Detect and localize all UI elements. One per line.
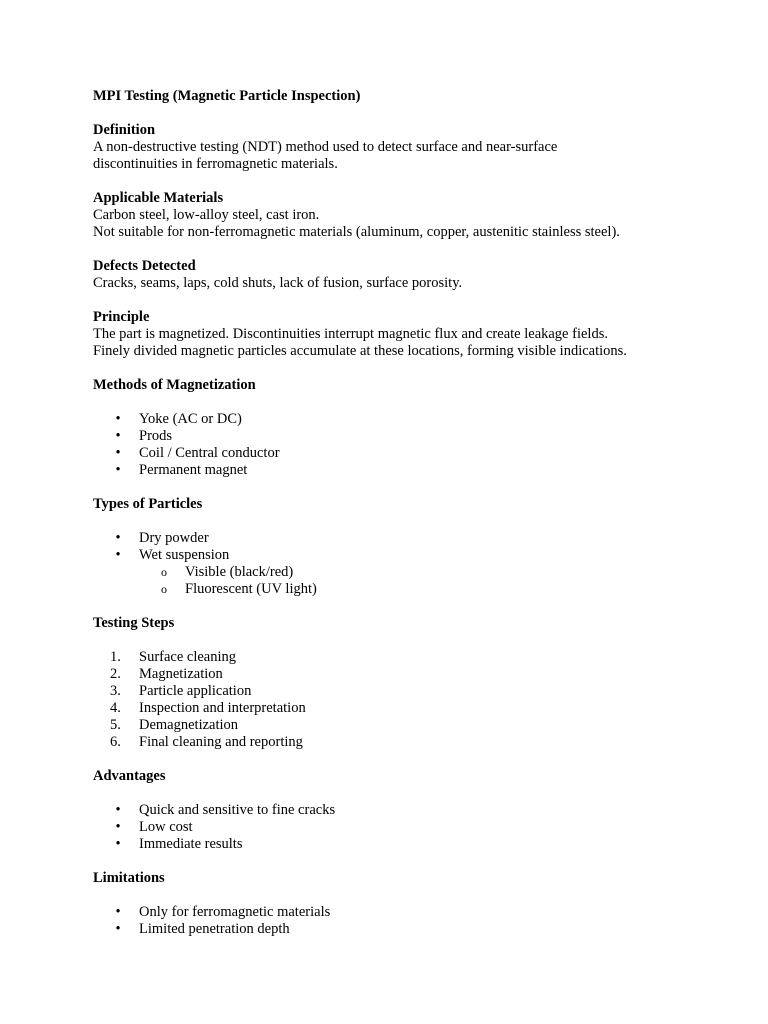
bullet-icon: • [115,428,121,444]
advantages-list [93,802,733,853]
list-item-text: Prods [139,428,173,444]
list-item [93,921,733,938]
list-item-text: Wet suspension [139,547,230,563]
step-item [93,700,733,717]
list-item-text: Yoke (AC or DC) [139,411,242,427]
list-item-text: Coil / Central conductor [139,445,280,461]
methods-heading: Methods of Magnetization [93,377,256,393]
methods-section [93,377,733,479]
step-number: 4. [110,700,121,716]
step-text: Inspection and interpretation [139,700,306,716]
step-number: 6. [110,734,121,750]
step-number: 5. [110,717,121,733]
steps-heading: Testing Steps [93,615,175,631]
list-item [93,411,733,428]
limitations-list [93,904,733,938]
sub-list-container [93,564,733,598]
principle-line: Finely divided magnetic particles accumulate at these locations, forming visible indications. [93,343,627,359]
list-item [93,802,733,819]
list-item [93,547,733,564]
sub-list-item [93,581,733,598]
step-number: 2. [110,666,121,682]
bullet-icon: • [115,819,121,835]
list-item-text: Immediate results [139,836,243,852]
sub-list-item [93,564,733,581]
particles-heading: Types of Particles [93,496,203,512]
bullet-icon: • [115,445,121,461]
list-item [93,445,733,462]
bullet-icon: • [115,462,121,478]
defects-heading: Defects Detected [93,258,196,274]
defects-section [93,258,733,292]
sub-list-item-text: Visible (black/red) [185,564,294,580]
step-text: Final cleaning and reporting [139,734,303,750]
list-item-text: Quick and sensitive to fine cracks [139,802,336,818]
limitations-heading: Limitations [93,870,165,886]
materials-line: Not suitable for non-ferromagnetic materials (aluminum, copper, austenitic stainless steel). [93,224,620,240]
sub-bullet-icon: o [161,565,167,579]
step-text: Demagnetization [139,717,239,733]
document-title: MPI Testing (Magnetic Particle Inspection) [93,88,361,104]
methods-list [93,411,733,479]
materials-line: Carbon steel, low-alloy steel, cast iron. [93,207,320,223]
list-item [93,836,733,853]
step-item [93,717,733,734]
list-item-text: Permanent magnet [139,462,248,478]
definition-section [93,122,733,173]
steps-list [93,649,733,751]
principle-section [93,309,733,360]
step-item [93,666,733,683]
bullet-icon: • [115,547,121,563]
bullet-icon: • [115,530,121,546]
step-number: 3. [110,683,121,699]
sub-bullet-icon: o [161,582,167,596]
step-number: 1. [110,649,121,665]
bullet-icon: • [115,921,121,937]
particles-section [93,496,733,598]
definition-line: A non-destructive testing (NDT) method used to detect surface and near-surface [93,139,558,155]
list-item-text: Limited penetration depth [139,921,290,937]
list-item [93,819,733,836]
list-item [93,530,733,547]
defects-line: Cracks, seams, laps, cold shuts, lack of fusion, surface porosity. [93,275,463,291]
bullet-icon: • [115,904,121,920]
materials-section [93,190,733,241]
steps-section [93,615,733,751]
list-item [93,428,733,445]
materials-heading: Applicable Materials [93,190,224,206]
bullet-icon: • [115,836,121,852]
particles-list [93,530,733,598]
advantages-section [93,768,733,853]
list-item [93,462,733,479]
document-page [93,88,733,955]
list-item-text: Dry powder [139,530,209,546]
definition-line: discontinuities in ferromagnetic materials. [93,156,338,172]
bullet-icon: • [115,802,121,818]
list-item-text: Low cost [139,819,193,835]
limitations-section [93,870,733,938]
list-item-text: Only for ferromagnetic materials [139,904,331,920]
principle-line: The part is magnetized. Discontinuities interrupt magnetic flux and create leakage fields. [93,326,608,342]
step-text: Surface cleaning [139,649,237,665]
step-item [93,649,733,666]
principle-heading: Principle [93,309,150,325]
definition-heading: Definition [93,122,156,138]
step-item [93,734,733,751]
list-item [93,904,733,921]
bullet-icon: • [115,411,121,427]
step-item [93,683,733,700]
advantages-heading: Advantages [93,768,166,784]
step-text: Particle application [139,683,252,699]
sub-list-item-text: Fluorescent (UV light) [185,581,317,597]
step-text: Magnetization [139,666,223,682]
sub-list [93,564,733,598]
